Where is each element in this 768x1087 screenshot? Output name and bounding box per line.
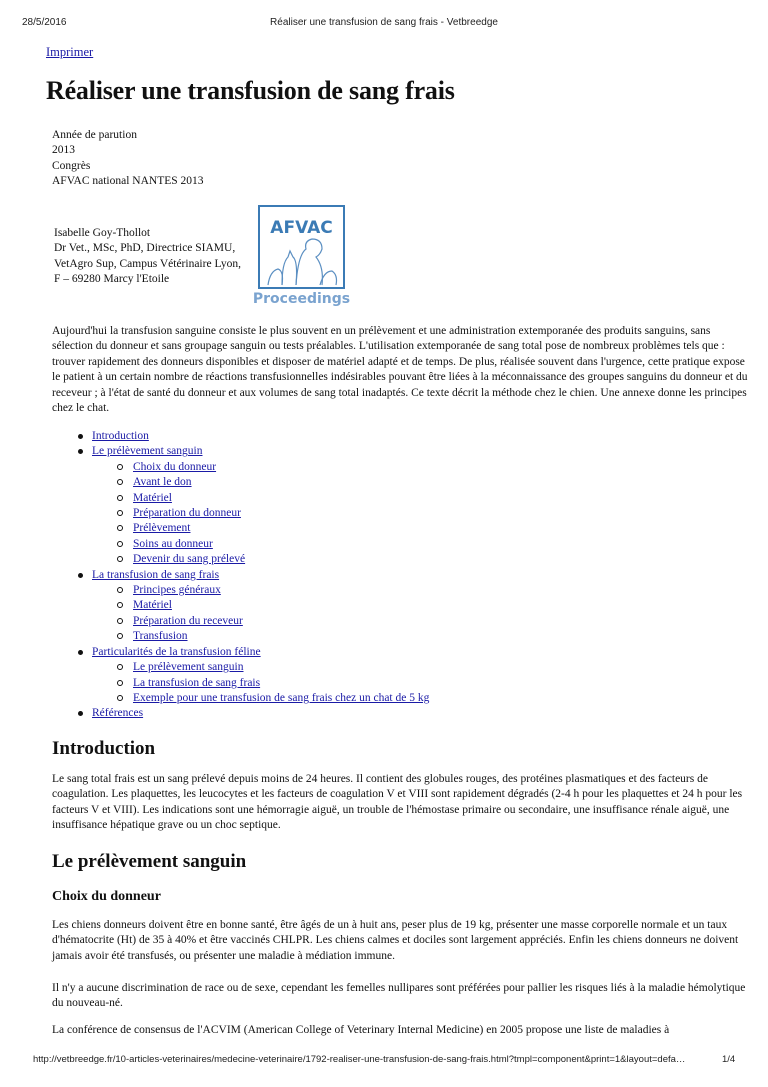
author-block	[54, 226, 241, 288]
print-link[interactable]: Imprimer	[46, 45, 94, 59]
body-paragraph: La conférence de consensus de l'ACVIM (American College of Veterinary Internal Medicine) en 2005 propose une liste de maladies à	[52, 1024, 670, 1036]
toc-link[interactable]: La transfusion de sang frais	[133, 676, 261, 689]
toc-link[interactable]: Introduction	[92, 430, 149, 442]
toc-link[interactable]: Devenir du sang prélevé	[133, 553, 246, 566]
toc-item	[52, 660, 429, 675]
toc-item	[52, 568, 429, 583]
print-date: 28/5/2016	[22, 17, 67, 28]
toc-item	[52, 537, 429, 552]
toc-link[interactable]: Préparation du receveur	[133, 614, 243, 627]
toc-link[interactable]: Le prélèvement sanguin	[92, 445, 203, 458]
toc-link[interactable]: Transfusion	[133, 630, 188, 643]
toc-link[interactable]: Préparation du donneur	[133, 507, 241, 520]
toc-item	[52, 583, 429, 598]
toc-link[interactable]: Exemple pour une transfusion de sang frais chez un chat de 5 kg	[133, 691, 430, 704]
toc-item	[52, 475, 429, 490]
toc-item	[52, 645, 429, 660]
toc-item	[52, 444, 429, 459]
print-page-title: Réaliser une transfusion de sang frais - Vetbreedge	[270, 17, 498, 28]
author-title: Dr Vet., MSc, PhD, Directrice SIAMU,	[54, 242, 236, 255]
toc-item	[52, 676, 429, 691]
body-paragraph: Les chiens donneurs doivent être en bonne santé, être âgés de un à huit ans, peser plus de 19 kg, présenter une masse corporelle normale et un taux d'hématocrite (Ht) de 35 à 40% et être vaccinés CHLPR. Les chiens calmes et dociles sont largement appréciés. Enfin les chiens donneurs ne doivent jamais avoir été transfusés, ou présenter une maladie à médiation immune.	[52, 919, 739, 962]
toc-link[interactable]: Matériel	[133, 491, 172, 504]
toc-item	[52, 491, 429, 506]
toc-link[interactable]: Principes généraux	[133, 584, 221, 597]
toc-item	[52, 706, 429, 721]
print-footer-url: http://vetbreedge.fr/10-articles-veterinaires/medecine-veterinaire/1792-realiser-une-transfusion-de-sang-frais.html?tmpl=component&print=1&layout=defa…	[33, 1054, 686, 1065]
section-heading-introduction: Introduction	[52, 738, 156, 759]
section-heading-prelevement: Le prélèvement sanguin	[52, 851, 247, 872]
intro-paragraph: Le sang total frais est un sang prélevé depuis moins de 24 heures. Il contient des globules rouges, des protéines plasmatiques et des facteurs de coagulation. Les plaquettes, les leucocytes et les facteurs de coagulation V et VIII sont rapidement dégradés (2-4 h pour les plaquettes et 24 h pour les facteurs V et VIII). Les indications sont une hémorragie aiguë, un trouble de l'hémostase primaire ou secondaire, une insuffisance rénale aiguë, une insuffisance hépatique grave ou un choc septique.	[52, 773, 743, 832]
meta-block	[52, 128, 204, 190]
toc-link[interactable]: Matériel	[133, 599, 172, 612]
body-paragraph: Il n'y a aucune discrimination de race ou de sexe, cependant les femelles nullipares sont préférées pour pallier les risques liés à la maladie hémolytique du nouveau-né.	[52, 982, 746, 1010]
subsection-heading-choix-donneur: Choix du donneur	[52, 889, 161, 904]
author-address: F – 69280 Marcy l'Etoile	[54, 273, 170, 286]
toc-item	[52, 629, 429, 644]
toc-link[interactable]: Prélèvement	[133, 522, 191, 535]
toc-item	[52, 429, 429, 444]
svg-text:AFVAC: AFVAC	[270, 218, 333, 238]
toc-item	[52, 691, 429, 706]
toc-link[interactable]: Choix du donneur	[133, 460, 217, 473]
toc-item	[52, 460, 429, 475]
meta-congress: AFVAC national NANTES 2013	[52, 175, 204, 188]
toc-item	[52, 521, 429, 536]
svg-text:Proceedings: Proceedings	[252, 291, 351, 307]
author-name: Isabelle Goy-Thollot	[54, 227, 151, 239]
afvac-proceedings-logo	[252, 205, 351, 307]
table-of-contents	[52, 429, 429, 722]
author-affiliation: VetAgro Sup, Campus Vétérinaire Lyon,	[54, 257, 241, 270]
toc-item	[52, 614, 429, 629]
toc-link[interactable]: Particularités de la transfusion féline	[92, 645, 261, 658]
toc-link[interactable]: Le prélèvement sanguin	[133, 661, 244, 674]
abstract-paragraph: Aujourd'hui la transfusion sanguine consiste le plus souvent en un prélèvement et une administration extemporanée des produits sanguins, sans sélection du donneur et sans groupage sanguin ou tests préalables. L'utilisation extemporanée de sang total pose de nombreux problèmes tels que : trouver rapidement des donneurs disponibles et disposer de matériel adapté et de temps. De plus, réalisée souvent dans l'urgence, cette pratique expose le patient à un certain nombre de réactions transfusionnelles indésirables pouvant être liées à la méconnaissance des groupes sanguins du donneur et du receveur ; à l'état de santé du donneur et aux volumes de sang total inadaptés. Ce texte décrit la méthode chez le chien. Une annexe donne les principes chez le chat.	[52, 325, 748, 415]
toc-link[interactable]: La transfusion de sang frais	[92, 568, 220, 581]
toc-item	[52, 552, 429, 567]
toc-link[interactable]: Références	[92, 707, 144, 720]
print-page-number: 1/4	[722, 1054, 736, 1065]
meta-label-year: Année de parution	[52, 129, 137, 141]
toc-link[interactable]: Avant le don	[133, 476, 192, 489]
meta-year: 2013	[52, 144, 75, 157]
toc-link[interactable]: Soins au donneur	[133, 537, 213, 550]
page-title: Réaliser une transfusion de sang frais	[46, 76, 455, 105]
meta-label-congress: Congrès	[52, 159, 91, 172]
toc-item	[52, 506, 429, 521]
toc-item	[52, 598, 429, 613]
